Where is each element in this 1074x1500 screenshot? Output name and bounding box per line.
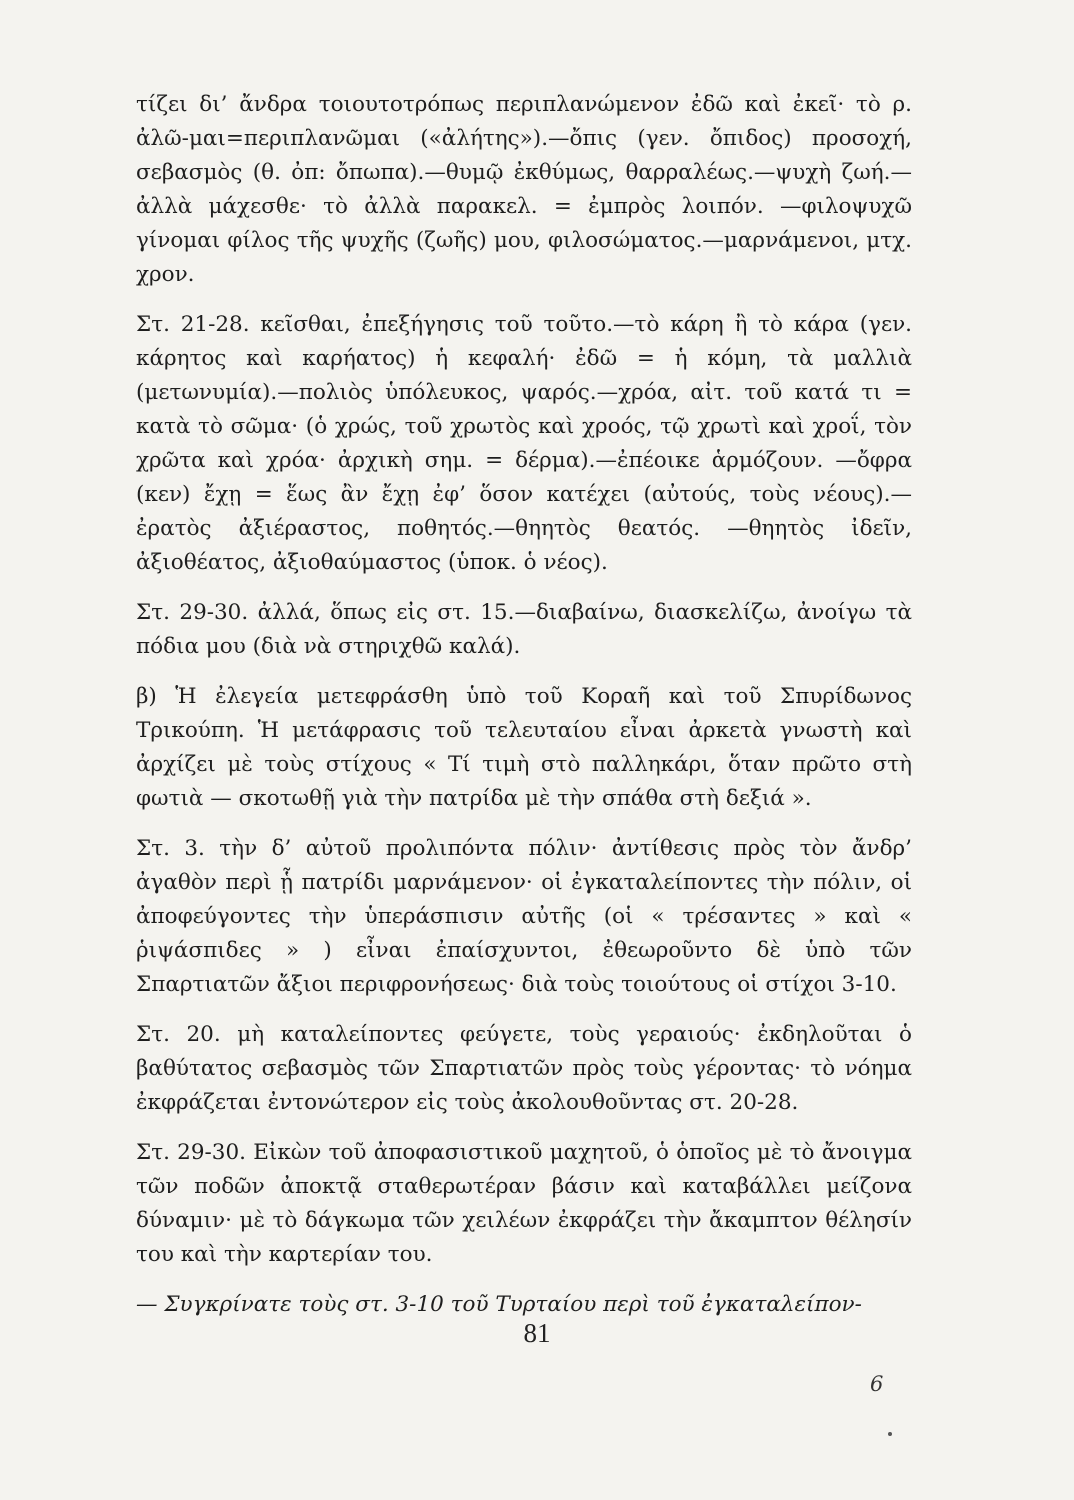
paragraph-verses-29-30: Στ. 29-30. ἀλλά, ὅπως εἰς στ. 15.—διαβαίνω, διασκελίζω, ἀνοίγω τὰ πόδια μου (διὰ νὰ στηριχθῶ καλά).	[136, 600, 912, 659]
paragraph-verse-20: Στ. 20. μὴ καταλείποντες φεύγετε, τοὺς γεραιούς· ἐκδηλοῦται ὁ βαθύτατος σεβασμὸς τῶν Σπαρτιατῶν πρὸς τοὺς γέροντας· τὸ νόημα ἐκφράζεται ἐντονώτερον εἰς τοὺς ἀκολουθοῦντας στ. 20-28.	[136, 1022, 912, 1115]
paragraph-glossary-cont: τίζει δι’ ἄνδρα τοιουτοτρόπως περιπλανώμενον ἐδῶ καὶ ἐκεῖ· τὸ ρ. ἀλῶ-μαι=περιπλανῶμαι («ἀλήτης»).—ὄπις (γεν. ὄπιδος) προσοχή, σεβασμὸς (θ. ὀπ: ὄπωπα).—θυμῷ ἐκθύμως, θαρραλέως.—ψυχὴ ζωή.—ἀλλὰ μάχεσθε· τὸ ἀλλὰ παρακελ. = ἐμπρὸς λοιπόν. —φιλοψυχῶ γίνομαι φίλος τῆς ψυχῆς (ζωῆς) μου, φιλοσώματος.—μαρνάμενοι, μτχ. χρον.	[136, 92, 912, 287]
paragraph-verses-29-30-image: Στ. 29-30. Εἰκὼν τοῦ ἀποφασιστικοῦ μαχητοῦ, ὁ ὁποῖος μὲ τὸ ἄνοιγμα τῶν ποδῶν ἀποκτᾷ σταθερωτέραν βάσιν καὶ καταβάλλει μείζονα δύναμιν· μὲ τὸ δάγκωμα τῶν χειλέων ἐκφράζει τὴν ἄκαμπτον θέλησίν του καὶ τὴν καρτερίαν του.	[136, 1140, 912, 1267]
paragraph-translation-note: β) Ἡ ἐλεγεία μετεφράσθη ὑπὸ τοῦ Κοραῆ καὶ τοῦ Σπυρίδωνος Τρικούπη. Ἡ μετάφρασις τοῦ τελευταίου εἶναι ἀρκετὰ γνωστὴ καὶ ἀρχίζει μὲ τοὺς στίχους « Τί τιμὴ στὸ παλληκάρι, ὅταν πρῶτο στὴ φωτιὰ — σκοτωθῇ γιὰ τὴν πατρίδα μὲ τὴν σπάθα στὴ δεξιά ».	[136, 684, 912, 811]
paragraph-verses-21-28: Στ. 21-28. κεῖσθαι, ἐπεξήγησις τοῦ τοῦτο.—τὸ κάρη ἢ τὸ κάρα (γεν. κάρητος καὶ καρήατος) ἡ κεφαλή· ἐδῶ = ἡ κόμη, τὰ μαλλιὰ (μετωνυμία).—πολιὸς ὑπόλευκος, ψαρός.—χρόα, αἰτ. τοῦ κατά τι = κατὰ τὸ σῶμα· (ὁ χρώς, τοῦ χρωτὸς καὶ χροός, τῷ χρωτὶ καὶ χροΐ, τὸν χρῶτα καὶ χρόα· ἀρχικὴ σημ. = δέρμα).—ἐπέοικε ἁρμόζουν. —ὄφρα (κεν) ἔχῃ = ἕως ἂν ἔχῃ ἐφ’ ὅσον κατέχει (αὐτούς, τοὺς νέους).—ἐρατὸς ἀξιέραστος, ποθητός.—θηητὸς θεατός. —θηητὸς ἰδεῖν, ἀξιοθέατος, ἀξιοθαύμαστος (ὑποκ. ὁ νέος).	[136, 312, 912, 575]
paragraph-verse-3: Στ. 3. τὴν δ’ αὐτοῦ προλιπόντα πόλιν· ἀντίθεσις πρὸς τὸν ἄνδρ’ ἀγαθὸν περὶ ᾗ πατρίδι μαρνάμενον· οἱ ἐγκαταλείποντες τὴν πόλιν, οἱ ἀποφεύγοντες τὴν ὑπεράσπισιν αὐτῆς (οἱ « τρέσαντες » καὶ « ῥιψάσπιδες » ) εἶναι ἐπαίσχυντοι, ἐθεωροῦντο δὲ ὑπὸ τῶν Σπαρτιατῶν ἄξιοι περιφρονήσεως· διὰ τοὺς τοιούτους οἱ στίχοι 3-10.	[136, 836, 912, 997]
paragraph-compare-exercise: — Συγκρίνατε τοὺς στ. 3-10 τοῦ Τυρταίου περὶ τοῦ ἐγκαταλείπον-	[136, 1292, 862, 1317]
print-dot-mark	[888, 1432, 892, 1436]
body-text	[136, 88, 912, 1322]
page-number: 81	[523, 1318, 551, 1348]
signature-mark: 6	[870, 1372, 884, 1396]
